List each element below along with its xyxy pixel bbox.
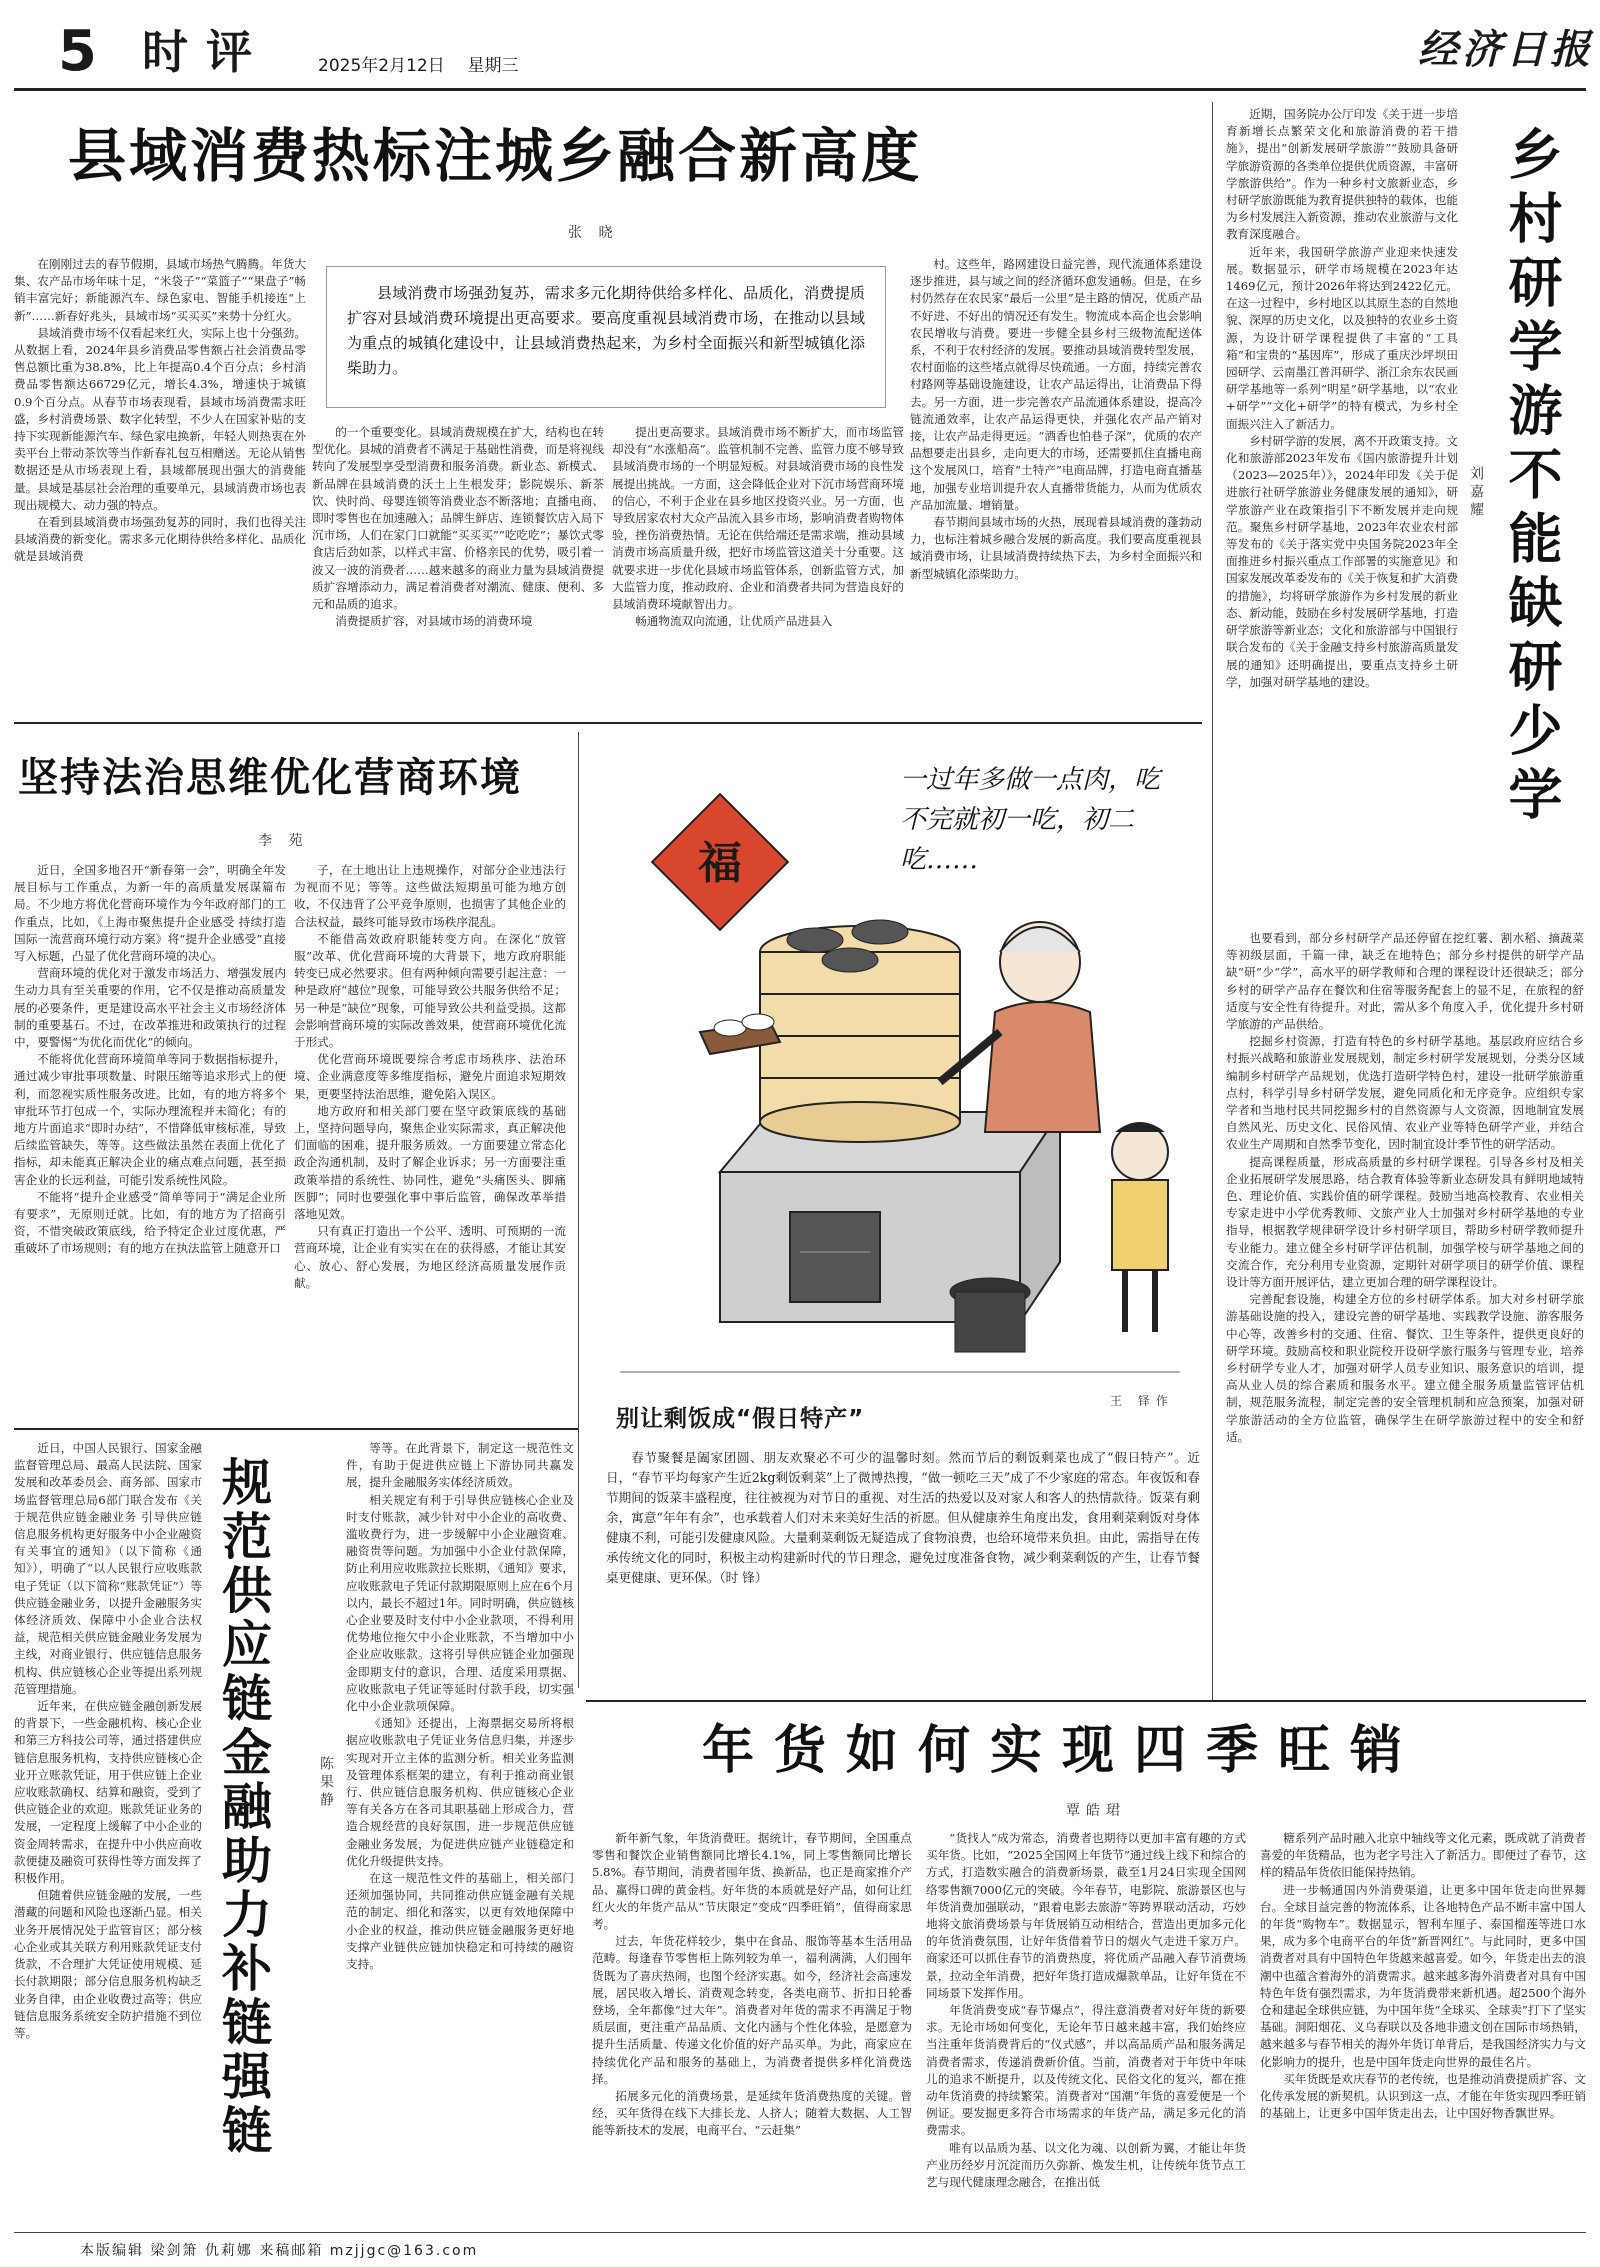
paragraph: 春节期间县域市场的火热，展现着县域消费的蓬勃动力，也标注着城乡融合发展的新高度。我们要高度重视县域消费市场，让县域消费持续热下去，为乡村全面振兴和新型城镇化添柴助力。 <box>910 515 1202 581</box>
paragraph: 近年来，在供应链金融创新发展的背景下，一些金融机构、核心企业和第三方科技公司等，通过搭建供应链信息服务机构，支持供应链核心企业开立账款凭证，用于供应链上企业应收账款确权、结算和融资，受到了供应链企业的欢迎。账款凭证业务的发展，一定程度上缓解了中小企业的资金周转需求，在提升中小供应商收款便捷及融资可获得性等方面发挥了积极作用。 <box>14 1699 202 1886</box>
paragraph: 畅通物流双向流通，让优质产品进县入 <box>635 614 833 629</box>
article5-column-1 <box>592 1830 912 2222</box>
paragraph: 提出更高要求。县域消费市场不断扩大，而市场监管却没有“水涨船高”。监管机制不完善、监管力度不够导致县域消费市场的一个明显短板。对县域消费市场的良性发展提出挑战。一方面，这会降低企业对下沉市场营商环境的信心，不利于企业在县乡地区投资兴业。另一方面，也导致居家农村大众产品流入县乡市场，影响消费者购物体验，挫伤消费热情。无论在供给端还是需求端，推动县域消费市场高质量升级，把好市场监管这道关十分重要。这就要求进一步优化县域市场监管体系，创新监管方式，加大监管力度，推动政府、企业和消费者共同为营造良好的县域消费环境献智出力。 <box>612 425 904 612</box>
section-rule <box>14 1428 578 1430</box>
article4-column-1 <box>14 1440 202 2224</box>
paragraph: 近年来，我国研学旅游产业迎来快速发展。数据显示，研学市场规模在2023年达1469亿元，预计2026年将达到2422亿元。在这一过程中，乡村地区以其原生态的自然地貌、深厚的历史文化，以及独特的农业乡土资源，为设计研学课程提供了丰富的“工具箱”和宝贵的“基因库”，形成了重庆沙坪坝田园研学、云南墨江普洱研学、浙江余东农民画研学基地等一系列“明星”研学基地，以“农业+研学”“文化+研学”的特有模式，为乡村全面振兴注入了新活力。 <box>1226 244 1458 431</box>
paragraph: 挖掘乡村资源，打造有特色的乡村研学基地。基层政府应结合乡村振兴战略和旅游业发展规划，制定乡村研学发展规划，分类分区域编制乡村研学产品规划，优选打造研学特色村，建设一批研学旅游重点村，科学引导乡村研学发展，避免同质化和无序竞争。应组织专家学者和当地村民共同挖掘乡村的自然资源与人文资源，因地制宜发展自然风光、历史文化、民俗风情、农业产业等特色研学产业，并结合农业生产周期和自然季节变化，因时制宜设计季节性的研学活动。 <box>1226 1034 1584 1152</box>
article1-headline: 县域消费热标注城乡融合新高度 <box>68 122 923 190</box>
paragraph: 在看到县域消费市场强劲复苏的同时，我们也得关注县域消费的新变化。需求多元化期待供给多样化、品质化就是县域消费 <box>14 515 306 564</box>
paragraph: “货找人”成为常态，消费者也期待以更加丰富有趣的方式买年货。比如，“2025全国网上年货节”通过线上线下和综合的方式，打造数实融合的消费新场景，截至1月24日实现全国网络零售额7000亿元的突破。今年春节，电影院、旅游景区也与年货消费加强联动，“跟着电影去旅游”等跨界联动活动，巧妙地将文旅消费场景与年货展销互动相结合，营造出更加多元化的年货消费氛围，让好年货借着节日的烟火气走进千家万户。商家还可以抓住春节的消费热度，将优质产品融入春节消费场景，拉动全年消费，把好年货打造成爆款单品，让好年货在不同场景下发挥作用。 <box>926 1831 1246 2000</box>
column-divider <box>578 732 579 1688</box>
article5-column-2 <box>926 1830 1246 2222</box>
article3-column-bottom <box>1226 930 1584 1692</box>
issue-date: 2025年2月12日 <box>318 56 445 76</box>
paragraph: 但随着供应链金融的发展，一些潜藏的问题和风险也逐渐凸显。相关业务开展情况处于监管盲区；部分核心企业或其关联方利用账款凭证支付货款，不合理扩大凭证使用规模、延长付款期限；部分信息服务机构缺乏业务自律，由企业收费过高等；供应链信息服务系统安全防护措施不到位等。 <box>14 1888 202 2040</box>
article3-headline: 乡村研学游不能缺研少学 <box>1500 126 1563 830</box>
article1-byline: 张 晓 <box>568 225 619 241</box>
article5-headline: 年货如何实现四季旺销 <box>702 1721 1423 1781</box>
paragraph: 的一个重要变化。县域消费规模在扩大，结构也在转型优化。县城的消费者不满足于基础性消费，而是将视线转向了发展型享受型消费和服务消费。新业态、新模式、新品牌在县域消费的沃土上生根发芽；影院娱乐、新茶饮、快时尚、母婴连锁等消费业态不断落地；直播电商、即时零售也在加速融入；品牌生鲜店、连锁餐饮店入局下沉市场，人们在家门口就能“买买买”“吃吃吃”；暴饮式零食店后劲如茶，以样式丰富、价格亲民的优势，吸引着一波又一波的消费者……越来越多的商业力量为县域消费提质扩容增添动力，满足着消费者对潮流、健康、便利、多元和品质的追求。 <box>312 425 604 612</box>
article1-column-2 <box>312 424 604 711</box>
article3-byline: 刘嘉耀 <box>1468 466 1484 520</box>
paragraph: 子，在土地出让上违规操作，对部分企业违法行为视而不见；等等。这些做法短期虽可能为地方创收，不仅违背了公平竞争原则，也损害了其他企业的合法权益，最终可能导致市场秩序混乱。 <box>294 863 566 929</box>
section-rule <box>14 722 1202 724</box>
paragraph: 买年货既是欢庆春节的老传统，也是推动消费提质扩容、文化传承发展的新契机。认识到这一点，才能在年货实现四季旺销的基础上，让更多中国年货走出去，让中国好物香飘世界。 <box>1260 2071 1586 2121</box>
paragraph: 拓展多元化的消费场景，是延续年货消费热度的关键。曾经，买年货得在线下大排长龙、人挤人；随着大数据、人工智能等新技术的发展，电商平台、“云赶集” <box>592 2089 912 2138</box>
cartoon-commentary <box>606 1448 1200 1670</box>
newspaper-logo: 经济日报 <box>1418 26 1594 73</box>
article4-headline: 规范供应链金融助力补链强链 <box>214 1456 272 2158</box>
page-number: 5 <box>58 19 97 84</box>
paragraph: 年货消费变成“春节爆点”，得注意消费者对好年货的新要求。无论市场如何变化，无论年节日越来越丰富，我们始终应当注重年货消费背后的“仪式感”，并以高品质产品和服务满足消费者需求，传递消费新价值。当前，消费者对于年货中年味儿的追求不断提升，以及传统文化、民俗文化的复兴，都在推动年货消费的持续繁荣。消费者对“国潮”年货的喜爱便是一个例证。要发掘更多符合市场需求的年货产品，满足多元化的消费需求。 <box>926 2003 1246 2138</box>
article3-column-top <box>1226 106 1458 924</box>
article1-column-3 <box>612 424 904 711</box>
paragraph: 只有真正打造出一个公平、透明、可预期的一流营商环境，让企业有实实在在的获得感，才能让其安心、放心、舒心发展，为地区经济高质量发展作贡献。 <box>294 1224 566 1290</box>
column-divider <box>1212 102 1213 1702</box>
paragraph: 消费提质扩容，对县域市场的消费环境 <box>335 614 533 629</box>
paragraph: 相关规定有利于引导供应链核心企业及时支付账款，减少针对中小企业的高收费、滥收费行为，进一步缓解中小企业融资难、融资贵等问题。为加强中小企业付款保障，防止利用应收账款拉长账期，《通知》要求，应收账款电子凭证付款期限原则上应在6个月以内，最长不超过1年。同时明确，供应链核心企业要及时支付中小企业款项，不得利用优势地位拖欠中小企业账款，不当增加中小企业应收账款。这将引导供应链企业加强现金即期支付的意识，合理、适度采用票据、应收账款电子凭证等延时付款手段，切实强化中小企业款项保障。 <box>346 1492 574 1714</box>
paragraph: 不能将“提升企业感受”简单等同于“满足企业所有要求”，无原则迁就。比如，有的地方为了招商引资，不惜突破政策底线，给予特定企业过度优惠，严重破坏了市场规则；有的地方在执法监管上随意开口 <box>14 1189 286 1256</box>
paragraph: 不能借高效政府职能转变方向。在深化“放管服”改革、优化营商环境的大背景下，地方政府职能转变已成必然要求。但有两种倾向需要引起注意：一种是政府“越位”现象，可能导致公共服务供给不足；另一种是“缺位”现象，可能导致公共利益受损。这都会影响营商环境的实际改善效果，使营商环境优化流于形式。 <box>294 931 566 1050</box>
paragraph: 新年新气象，年货消费旺。据统计，春节期间，全国重点零售和餐饮企业销售额同比增长4.1%，同上零售额同比增长5.8%。春节期间，消费者囤年货、换新品，也正是商家推介产品、赢得口碑的黄金档。好年货的本质就是好产品，如何让红红火火的年货产品从“节庆限定”变成“四季旺销”，值得商家思考。 <box>592 1831 912 1932</box>
footer-rule <box>14 2232 1586 2233</box>
paragraph: 唯有以品质为基、以文化为魂、以创新为翼，才能让年货产业历经岁月沉淀而历久弥新、焕发生机，让传统年货节点工艺与现代健康理念融合，在推出低 <box>926 2140 1246 2190</box>
paragraph: 等等。在此背景下，制定这一规范性文件，有助于促进供应链上下游协同共赢发展，提升金融服务实体经济质效。 <box>346 1441 574 1490</box>
paragraph: 完善配套设施，构建全方位的乡村研学体系。加大对乡村研学旅游基础设施的投入，建设完善的研学基地、实践教学设施、游客服务中心等，改善乡村的交通、住宿、餐饮、卫生等条件，提供更良好的研学环境。鼓励高校和职业院校开设研学旅行服务与管理专业，培养乡村研学专业人才，加强对研学人员专业知识、服务意识的培训，提高从业人员的综合素质和服务水平。建立健全服务质量监管评估机制，规范服务流程，制定完善的安全管理机制和应急预案，加强对研学旅游活动的全方位监管，确保学生在研学旅游过程中的安全和舒适。 <box>1226 1292 1584 1444</box>
paragraph: 县域消费市场不仅看起来红火，实际上也十分强劲。从数据上看，2024年县乡消费品零售额占社会消费品零售总额比重为38.8%，比上年提高0.4个百分点；乡村消费品零售额达66729亿元，增长4.3%，增速快于城镇0.9个百分点。从春节市场表现看，县域市场消费需求旺盛，乡村消费场景、数字化转型，不少人在国家补贴的支持下实现新能源汽车、绿色家电换新，年轻人则热衷在外卖平台上带动茶饮等当作新春礼包互相赠送。无论从销售数据还是从市场表现上看，县域都展现出强大的消费能量。县域是基层社会治理的重要单元，县域消费市场也表现出规模大、动力强的特点。 <box>14 325 306 512</box>
paragraph: 地方政府和相关部门要在坚守政策底线的基础上，坚持问题导向，聚焦企业实际需求，真正解决他们面临的困难，提升服务质效。一方面要建立常态化政企沟通机制，及时了解企业诉求；另一方面要注重政策举措的系统性、协同性，避免“头痛医头、脚痛医脚”；同时也要强化事中事后监管，确保改革举措落地见效。 <box>294 1103 566 1222</box>
paragraph: 村。这些年，路网建设日益完善，现代流通体系建设逐步推进，县与域之间的经济循环愈发通畅。但是，在乡村仍然存在农民家“最后一公里”是主路的情况，优质产品不好进、不好出的情况还有发生。物流成本高企也会影响农民增收与消费。要进一步健全县乡村三级物流配送体系，不利于农村经济的发展。要推动县域消费转型发展，农村面临的这些堵点就得尽快疏通。一方面，持续完善农村路网等基础设施建设，让农产品运得出，让消费品下得去。另一方面，进一步完善农产品流通体系建设，提高冷链流通效率，让农产品运得更快，并强化农产品产销对接，让农产品走得更远。“酒香也怕巷子深”，优质的农产品想要走出县乡，走向更大的市场，还需要抓住直播电商这个发展风口，培育“土特产”电商品牌，打造电商直播基地，加强专业培训提升农人直播带货能力，从而为优质农产品加流量、增销量。 <box>910 257 1202 512</box>
masthead-rule <box>14 88 1586 91</box>
paragraph: 优化营商环境既要综合考虑市场秩序、法治环境、企业满意度等多维度指标，避免片面追求短期效果，更要坚持法治思维，避免陷入误区。 <box>294 1052 566 1101</box>
section-name: 时评 <box>142 25 270 79</box>
editor-credit: 本版编辑 梁剑箫 仇莉娜 来稿邮箱 mzjjgc@163.com <box>80 2243 479 2259</box>
article5-byline: 覃皓珺 <box>1066 1803 1126 1819</box>
cartoon-caption: 别让剩饭成“假日特产” <box>616 1406 865 1432</box>
issue-weekday: 星期三 <box>467 56 519 76</box>
article5-column-3 <box>1260 1830 1586 2222</box>
section-rule <box>586 1700 1586 1702</box>
article1-column-4 <box>910 256 1202 711</box>
article1-summary-box: 县域消费市场强劲复苏，需求多元化期待供给多样化、品质化，消费提质扩容对县域消费环境提出更高要求。要高度重视县域消费市场，在推动以县域为重点的城镇化建设中，让县域消费热起来，为乡村全面振兴和新型城镇化添柴助力。 <box>326 266 886 408</box>
paragraph: 近期，国务院办公厅印发《关于进一步培育新增长点繁荣文化和旅游消费的若干措施》，提出“创新发展研学旅游”“鼓励具备研学旅游资源的各类单位提供优质资源，丰富研学旅游供给”。作为一种乡村文旅新业态，乡村研学旅游既能为教育提供独特的载体，也能为乡村发展注入新资源，推动农业旅游与文化教育深度融合。 <box>1226 107 1458 242</box>
paragraph: 不能将优化营商环境简单等同于数据指标提升，通过减少审批事项数量、时限压缩等追求形式上的便利，而忽视实质性服务改进。比如，有的地方将多个审批环节打包成一个，实际办理流程并未简化；有的地方片面追求“即时办结”，不惜降低审核标准，导致后续监管缺失，等等。这些做法虽然在表面上优化了指标，却未能真正解决企业的痛点难点问题，甚至损害企业的长远利益，可能引发系统性风险。 <box>14 1052 286 1187</box>
paragraph: 春节聚餐是阖家团圆、朋友欢聚必不可少的温馨时刻。然而节后的剩饭剩菜也成了“假日特产”。近日，“春节平均每家产生近2kg剩饭剩菜”上了微博热搜，“做一顿吃三天”成了不少家庭的常态。年夜饭和春节期间的饭菜丰盛程度，往往被视为对节日的重视、对生活的热爱以及对家人和客人的热情款待。饭菜有剩余，寓意“年年有余”，也承载着人们对未来美好生活的祈愿。但从健康养生角度出发，食用剩菜剩饭对身体健康不利，可能引发健康风险。大量剩菜剩饭无疑造成了食物浪费，也给环境带来负担。由此，需指导在传承传统文化的同时，积极主动构建新时代的节日理念，避免过度准备食物，减少剩菜剩饭的产生，让春节餐桌更健康、更环保。（时 锋） <box>606 1450 1200 1585</box>
cartoon-artist: 王 铎作 <box>1110 1394 1174 1408</box>
article4-byline: 陈果静 <box>318 1756 334 1810</box>
article2-headline: 坚持法治思维优化营商环境 <box>18 755 522 801</box>
article1-column-1 <box>14 256 306 711</box>
dateline <box>318 56 519 76</box>
cartoon-illustration <box>600 732 1200 1402</box>
article4-column-2 <box>346 1440 574 2224</box>
paragraph: 进一步畅通国内外消费渠道，让更多中国年货走向世界舞台。全球目益完善的物流体系，让各地特色产品不断丰富中国人的年货“购物车”。数据显示，智利车厘子、泰国榴莲等进口水果，成为多个电商平台的年货“新晋网红”。与此同时，更多中国消费者对具有中国特色年货越来越喜爱。如今，年货走出去的浪潮中也蕴含着海外的消费需求。越来越多海外消费者对具有中国特色年货有强烈需求，为年货消费带来新机遇。超2500个海外仓和建起全球供应链，为中国年货“全球买、全球卖”打下了坚实基础。洞阳烟花、义乌春联以及各地非遗文创在国际市场热销，越来越多与春节相关的海外年货订单背后，是我国经济实力与文化影响力的提升，也是中国年货走向世界的最佳名片。 <box>1260 1882 1586 2069</box>
article2-column-2 <box>294 862 566 1418</box>
article2-byline: 李 苑 <box>258 833 309 849</box>
paragraph: 也要看到，部分乡村研学产品还停留在挖红薯、割水稻、摘蔬菜等初级层面，千篇一律，缺乏在地特色；部分乡村提供的研学产品缺“研”少“学”，高水平的研学教师和合理的课程设计还很缺乏；部分乡村的研学产品存在餐饮和住宿等服务配套上的显不足，在旅程的舒适度与安全性有待提升。对此，需从多个角度入手，优化提升乡村研学旅游的产品供给。 <box>1226 931 1584 1032</box>
paragraph: 近日，中国人民银行、国家金融监督管理总局、最高人民法院、国家发展和改革委员会、商务部、国家市场监督管理总局6部门联合发布《关于规范供应链金融业务 引导供应链信息服务机构更好服务中小企业融资有关事宜的通知》（以下简称《通知》），明确了“以人民银行应收账款电子凭证（以下简称“账款凭证”）等供应链金融业务，以提升金融服务实体经济质效、保障中小企业合法权益，规范相关供应链金融业务发展为主线，对商业银行、供应链信息服务机构、供应链核心企业等提出系列规范管理措施。 <box>14 1441 202 1696</box>
paragraph: 过去，年货花样较少，集中在食品、服饰等基本生活用品范畴。每逢春节零售柜上陈列较为单一，福利满满，人们囤年货既为了喜庆热闹，也图个经济实惠。如今，经济社会高速发展，居民收入增长、消费观念转变，各类电商节、折扣日轮番登场，全年都像“过大年”。消费者对年货的需求不再满足于物质层面，更注重产品品质、文化内涵与个性化体验，是愿意为提升生活质量、传递文化价值的好产品买单。为此，商家应在持续优化产品和服务的基础上，为消费者提供多样化消费选择。 <box>592 1934 912 2086</box>
fu-character: 福 <box>698 838 742 889</box>
paragraph: 《通知》还提出，上海票据交易所将根据应收账款电子凭证业务信息归集，并逐步实现对开立主体的监测分析。相关业务监测及管理体系框架的建立，有利于推动商业银行、供应链信息服务机构、供应链核心企业等有关各方在各司其职基础上形成合力，营造合规经营的良好氛围，进一步规范供应链金融业务发展，为促进供应链产业链稳定和优化升级提供支持。 <box>346 1716 574 1868</box>
paragraph: 在这一规范性文件的基础上，相关部门还须加强协同，共同推动供应链金融有关规范的制定、细化和落实，以更有效地保障中小企业的权益，推动供应链金融服务更好地支撑产业链供应链加快稳定和可持续的融资支持。 <box>346 1871 574 1972</box>
article2-column-1 <box>14 862 286 1418</box>
paragraph: 乡村研学游的发展，离不开政策支持。文化和旅游部2023年发布《国内旅游提升计划（2023—2025年）》，2024年印发《关于促进旅行社研学旅游业务健康发展的通知》，研学旅游产业在政策指引下不断发展并走向规范。聚焦乡村研学基地，2023年农业农村部等发布的《关于落实党中央国务院2023年全面推进乡村振兴重点工作部署的实施意见》和国家发展改革委发布的《关于恢复和扩大消费的措施》，均将研学旅游作为乡村发展的新业态、新动能，鼓励在乡村发展研学基地，打造研学旅游等新业态；文化和旅游部与中国银行联合发布的《关于金融支持乡村旅游高质量发展的通知》还明确提出，要重点支持乡土研学，加强对研学基地的建设。 <box>1226 433 1458 689</box>
cartoon-speech-text: 一过年多做一点肉，吃不完就初一吃，初二吃…… <box>900 765 1161 875</box>
paragraph: 近日，全国多地召开“新春第一会”，明确全年发展目标与工作重点，为新一年的高质量发展谋篇布局。不少地方将优化营商环境作为今年政府部门的工作重点，比如，《上海市聚焦提升企业感受 持续打造国际一流营商环境行动方案》将“提升企业感受”直接写入标题，凸显了优化营商环境的决心。 <box>14 863 286 964</box>
paragraph: 营商环境的优化对于激发市场活力、增强发展内生动力具有至关重要的作用，它不仅是推动高质量发展的必要条件，更是建设高水平社会主义市场经济体制的重要基石。不过，在改革推进和政策执行的过程中，要警惕“为优化而优化”的倾向。 <box>14 966 286 1050</box>
paragraph: 在刚刚过去的春节假期，县域市场热气腾腾。年货大集、农产品市场年味十足，“米袋子”“菜篮子”“果盘子”畅销丰富完好；新能源汽车、绿色家电、智能手机接连“上新”……新春好兆头，县域市场“买买买”来势十分红火。 <box>14 257 306 323</box>
paragraph: 提高课程质量，形成高质量的乡村研学课程。引导各乡村及相关企业拓展研学发展思路，结合教育体验等新业态研发具有鲜明地域特色、理论价值、实践价值的研学课程。鼓励当地高校教育、农业相关专家走进中小学优秀教师、文旅产业人士加强对乡村研学基地的专业指导，根据教学规律研学设计乡村研学项目，帮助乡村研学教师提升专业能力。建立健全乡村研学评估机制，加强学校与研学基地之间的交流合作，充分利用专业资源，定期针对研学项目的研学价值、课程设计等方面开展评估，建立更加合理的研学课程设计。 <box>1226 1154 1584 1290</box>
paragraph: 糖系列产品时融入北京中轴线等文化元素，既成就了消费者喜爱的年货精品，也为老字号注入了新活力。即便过了春节，这样的精品年货依旧能保持热销。 <box>1260 1831 1586 1880</box>
